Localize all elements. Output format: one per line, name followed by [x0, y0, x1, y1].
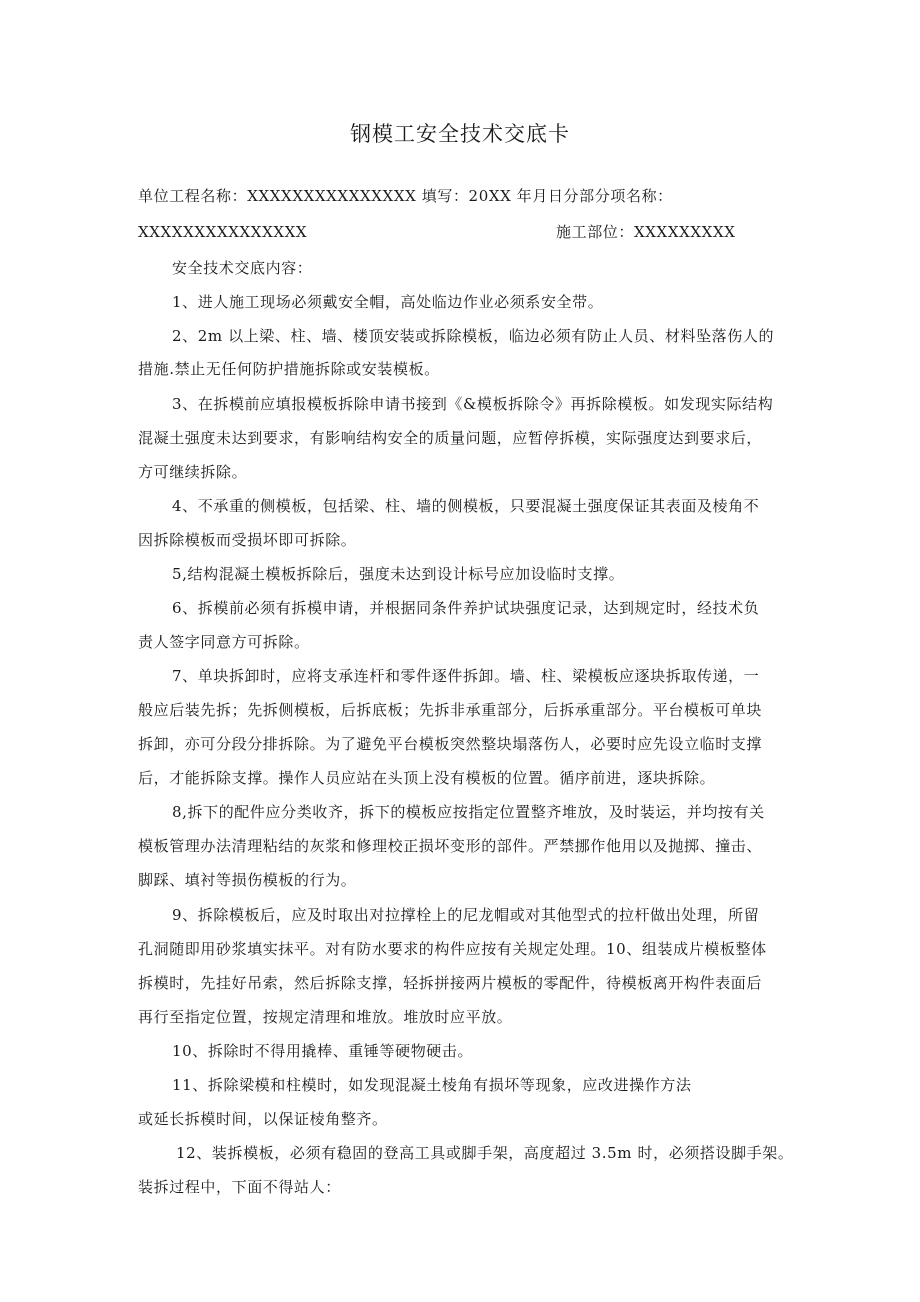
item-line: 6、拆模前必须有拆模申请，并根据同条件养护试块强度记录，达到规定时，经技术负	[172, 599, 760, 617]
header-sub-project-name: XXXXXXXXXXXXXXX	[138, 223, 308, 241]
item-line: 孔洞随即用砂浆填实抹平。对有防水要求的构件应按有关规定处理。10、组装成片模板整体	[138, 940, 767, 958]
item-line: 2、2m 以上梁、柱、墙、楼顶安装或拆除模板，临边必须有防止人员、材料坠落伤人的	[172, 327, 775, 345]
header-project-line: 单位工程名称：XXXXXXXXXXXXXXX 填写：20XX 年月日分部分项名称：	[138, 187, 673, 205]
item-line: 措施.禁止无任何防护措施拆除或安装模板。	[138, 360, 440, 378]
item-line: 9、拆除模板后，应及时取出对拉撑栓上的尼龙帽或对其他型式的拉杆做出处理，所留	[172, 906, 760, 924]
item-line: 11、拆除梁模和柱模时，如发现混凝土棱角有损坏等现象，应改进操作方法	[172, 1076, 692, 1094]
content-heading: 安全技术交底内容：	[172, 259, 313, 277]
item-line: 模板管理办法清理粘结的灰浆和修理校正损坏变形的部件。严禁挪作他用以及抛掷、撞击、	[138, 837, 763, 855]
item-line: 7、单块拆卸时，应将支承连杆和零件逐件拆卸。墙、柱、梁模板应逐块拆取传递，一	[172, 667, 760, 685]
item-line: 拆卸，亦可分段分排拆除。为了避免平台模板突然整块塌落伤人，必要时应先设立临时支撑	[138, 735, 763, 753]
item-line: 8,拆下的配件应分类收齐，拆下的模板应按指定位置整齐堆放，及时装运，并均按有关	[172, 803, 765, 821]
item-line: 因拆除模板而受损坏即可拆除。	[138, 531, 357, 549]
item-line: 责人签字同意方可拆除。	[138, 633, 310, 651]
item-line: 混凝土强度未达到要求，有影响结构安全的质量问题，应暂停拆模，实际强度达到要求后，	[138, 429, 763, 447]
item-line: 般应后装先拆；先拆侧模板，后拆底板；先拆非承重部分，后拆承重部分。平台模板可单块	[138, 701, 763, 719]
item-line: 拆模时，先挂好吊索，然后拆除支撑，轻拆拼接两片模板的零配件，待模板离开构件表面后	[138, 974, 763, 992]
item-line: 4、不承重的侧模板，包括梁、柱、墙的侧模板，只要混凝土强度保证其表面及棱角不	[172, 497, 760, 515]
item-line: 10、拆除时不得用撬棒、重锤等硬物硬击。	[172, 1042, 474, 1060]
item-line: 5,结构混凝土模板拆除后，强度未达到设计标号应加设临时支撑。	[172, 565, 625, 583]
header-construction-location: 施工部位：XXXXXXXXX	[556, 223, 736, 241]
item-line: 再行至指定位置，按规定清理和堆放。堆放时应平放。	[138, 1008, 513, 1026]
item-line: 12、装拆模板，必须有稳固的登高工具或脚手架，高度超过 3.5m 时，必须搭设脚手架。	[176, 1144, 794, 1162]
item-line: 或延长拆模时间，以保证棱角整齐。	[138, 1110, 388, 1128]
item-line: 1、进人施工现场必须戴安全帽，高处临边作业必须系安全带。	[172, 293, 604, 311]
item-line: 方可继续拆除。	[138, 463, 248, 481]
item-line: 脚踩、填衬等损伤模板的行为。	[138, 871, 357, 889]
item-line: 后，才能拆除支撑。操作人员应站在头顶上没有模板的位置。循序前进，逐块拆除。	[138, 769, 716, 787]
document-title: 钢模工安全技术交底卡	[350, 122, 570, 146]
item-line: 3、在拆模前应填报模板拆除申请书接到《&模板拆除令》再拆除模板。如发现实际结构	[172, 395, 774, 413]
item-line: 装拆过程中，下面不得站人：	[138, 1178, 341, 1196]
